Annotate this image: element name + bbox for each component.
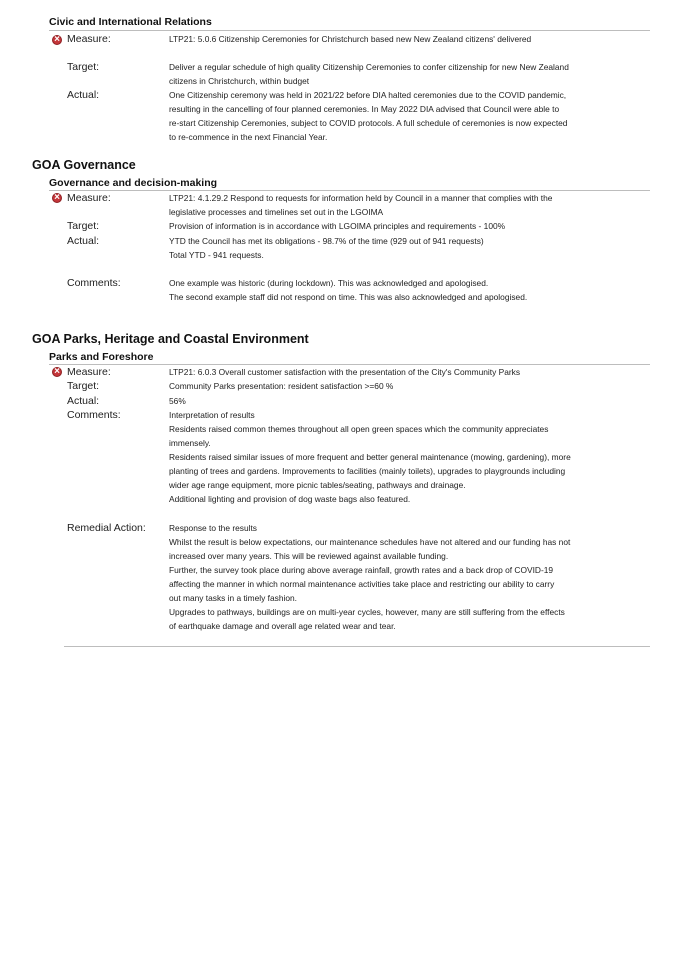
comments-text: One example was historic (during lockdown). This was acknowledged and apologised. The second example staff did not respond on time. This was also acknowledged and apologised. [169, 278, 528, 302]
section-heading-governance: Governance and decision-making [49, 177, 218, 189]
measure-label: Measure: [67, 33, 111, 45]
not-achieved-icon [52, 193, 62, 203]
comments-label: Comments: [67, 409, 121, 421]
section-heading-parks: Parks and Foreshore [49, 351, 154, 363]
actual-label: Actual: [67, 235, 100, 247]
remedial-action-text: Response to the results Whilst the result is below expectations, our maintenance schedules have not altered and our funding has not increased over many years. This will be reviewed against available funding. Further, the survey took place during above average rainfall, growth rates and a back drop of COVID-19 affecting the manner in which normal maintenance activities take place and restricting our ability to carry out many tasks in a timely fashion. Upgrades to pathways, buildings are on multi-year cycles, however, many are still suffering from the effects of earthquake damage and overall age related wear and tear. [169, 523, 571, 631]
actual-label: Actual: [67, 395, 100, 407]
remedial-action-label: Remedial Action: [67, 522, 146, 534]
measure-label: Measure: [67, 366, 111, 378]
target-text: Deliver a regular schedule of high quality Citizenship Ceremonies to confer citizenship for new New Zealand citizens in Christchurch, within budget [169, 62, 569, 86]
measure-text: LTP21: 6.0.3 Overall customer satisfaction with the presentation of the City's Community Parks [169, 367, 521, 377]
comments-text: Interpretation of results Residents raised common themes throughout all open green spaces which the community appreciates immensely. Residents raised similar issues of more frequent and better general maintenance (mowing, gardening), more planting of trees and gardens. Improvements to facilities (mainly toilets), upgrades to playgrounds including wider age range equipment, more picnic tables/seating, pathways and drainage. Additional lighting and provision of dog waste bags also featured. [169, 410, 571, 504]
actual-text: One Citizenship ceremony was held in 2021/22 before DIA halted ceremonies due to the COVID pandemic, resulting in the cancelling of four planned ceremonies. In May 2022 DIA advised that Council were able to re-start Citizenship Ceremonies, subject to COVID protocols. A full schedule of ceremonies is now expected to re-commence in the next Financial Year. [169, 90, 568, 142]
target-label: Target: [67, 380, 100, 392]
measure-text: LTP21: 5.0.6 Citizenship Ceremonies for Christchurch based new New Zealand citizens' delivered [169, 34, 532, 44]
not-achieved-icon [52, 35, 62, 45]
target-text: Provision of information is in accordance with LGOIMA principles and requirements - 100% [169, 221, 506, 231]
actual-text: YTD the Council has met its obligations - 98.7% of the time (929 out of 941 requests) Total YTD - 941 requests. [169, 236, 484, 260]
measure-label: Measure: [67, 192, 111, 204]
group-heading-parks: GOA Parks, Heritage and Coastal Environment [32, 332, 309, 346]
section-rule [49, 30, 650, 31]
group-heading-governance: GOA Governance [32, 158, 136, 172]
target-label: Target: [67, 61, 100, 73]
target-text: Community Parks presentation: resident satisfaction >=60 % [169, 381, 394, 391]
actual-label: Actual: [67, 89, 100, 101]
actual-text: 56% [169, 396, 186, 406]
section-end-rule [64, 646, 650, 647]
comments-label: Comments: [67, 277, 121, 289]
section-heading-civic: Civic and International Relations [49, 16, 212, 28]
not-achieved-icon [52, 367, 62, 377]
target-label: Target: [67, 220, 100, 232]
measure-text: LTP21: 4.1.29.2 Respond to requests for information held by Council in a manner that complies with the legislative processes and timelines set out in the LGOIMA [169, 193, 553, 217]
